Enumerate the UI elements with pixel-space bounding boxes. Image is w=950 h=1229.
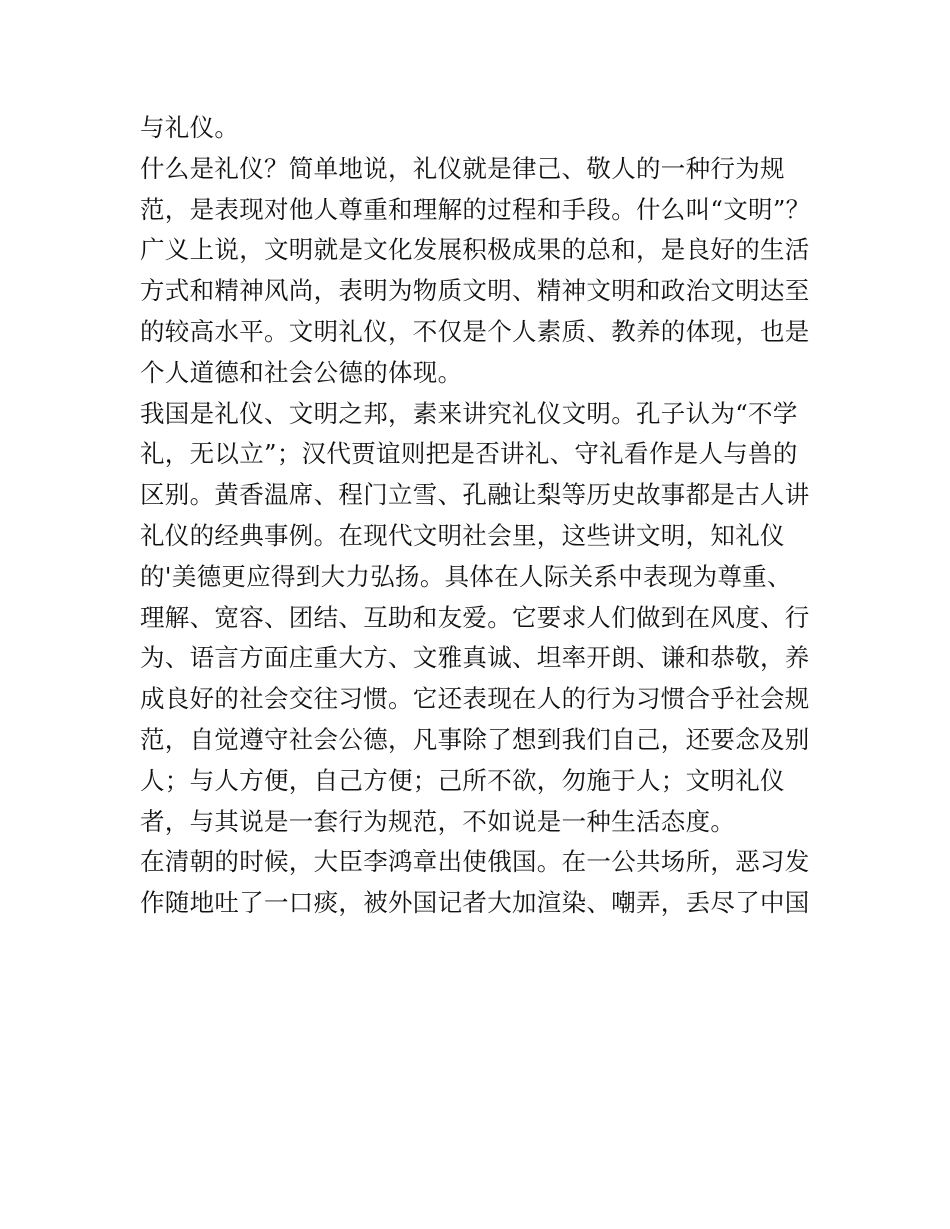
text-line: 理解、宽容、团结、互助和友爱。它要求人们做到在风度、行 <box>140 602 810 632</box>
text-line: 礼仪的经典事例。在现代文明社会里，这些讲文明，知礼仪 <box>140 520 785 550</box>
text-line: 人；与人方便，自己方便；己所不欲，勿施于人；文明礼仪 <box>140 765 785 795</box>
text-line: 什么是礼仪？简单地说，礼仪就是律己、敬人的一种行为规 <box>140 153 785 183</box>
text-line: 者，与其说是一套行为规范，不如说是一种生活态度。 <box>140 806 736 836</box>
text-line: 我国是礼仪、文明之邦，素来讲究礼仪文明。孔子认为“不学 <box>140 398 798 428</box>
text-line: 礼，无以立”；汉代贾谊则把是否讲礼、守礼看作是人与兽的 <box>140 439 798 469</box>
document-body <box>140 108 820 924</box>
text-line: 的较高水平。文明礼仪，不仅是个人素质、教养的体现，也是 <box>140 316 810 346</box>
text-line: 广义上说，文明就是文化发展积极成果的总和，是良好的生活 <box>140 235 810 265</box>
text-line: 与礼仪。 <box>140 113 240 142</box>
text-line: 的'美德更应得到大力弘扬。具体在人际关系中表现为尊重、 <box>140 561 792 591</box>
text-line: 成良好的社会交往习惯。它还表现在人的行为习惯合乎社会规 <box>140 684 810 714</box>
text-line: 范，自觉遵守社会公德，凡事除了想到我们自己，还要念及别 <box>140 724 810 754</box>
text-line: 方式和精神风尚，表明为物质文明、精神文明和政治文明达至 <box>140 276 810 306</box>
text-line: 范，是表现对他人尊重和理解的过程和手段。什么叫“文明”？ <box>140 194 811 224</box>
text-line: 在清朝的时候，大臣李鸿章出使俄国。在一公共场所，恶习发 <box>140 847 810 877</box>
text-line: 区别。黄香温席、程门立雪、孔融让梨等历史故事都是古人讲 <box>140 480 810 510</box>
text-line: 作随地吐了一口痰，被外国记者大加渲染、嘲弄，丢尽了中国 <box>140 888 810 918</box>
text-line: 为、语言方面庄重大方、文雅真诚、坦率开朗、谦和恭敬，养 <box>140 643 810 673</box>
text-line: 个人道德和社会公德的体现。 <box>140 357 463 387</box>
